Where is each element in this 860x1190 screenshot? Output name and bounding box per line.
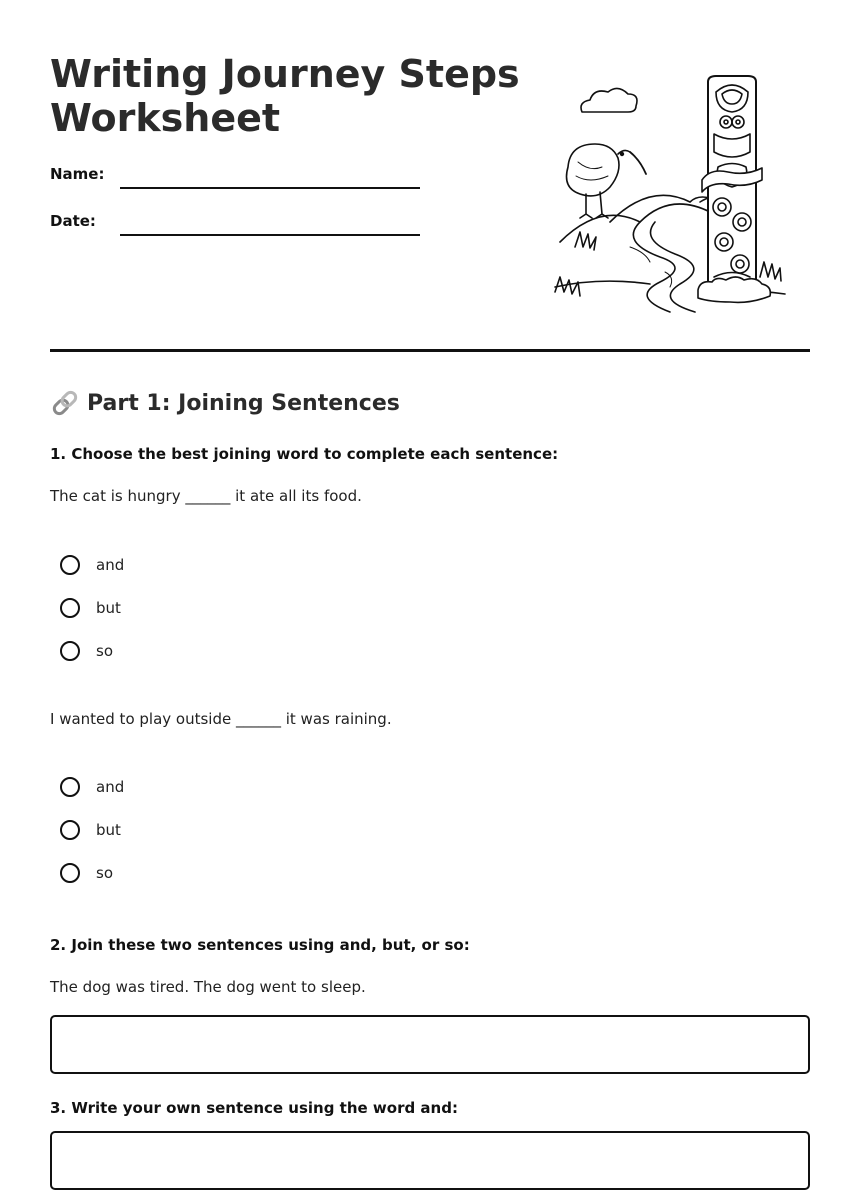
cloud-icon bbox=[581, 88, 637, 112]
pou-carving-icon bbox=[702, 76, 762, 287]
option-label: but bbox=[96, 821, 121, 839]
worksheet-title: Writing Journey Steps Worksheet bbox=[50, 52, 520, 140]
radio-button[interactable] bbox=[60, 555, 80, 575]
worksheet-page bbox=[50, 0, 810, 1161]
q1b-sentence: I wanted to play outside ______ it was raining. bbox=[50, 710, 392, 728]
q3-prompt: 3. Write your own sentence using the word and: bbox=[50, 1099, 458, 1117]
header-divider bbox=[50, 349, 810, 352]
radio-button[interactable] bbox=[60, 863, 80, 883]
option-label: and bbox=[96, 778, 125, 796]
name-line[interactable] bbox=[120, 187, 420, 189]
date-line[interactable] bbox=[120, 234, 420, 236]
radio-button[interactable] bbox=[60, 777, 80, 797]
q1a-option-so[interactable] bbox=[60, 641, 113, 661]
q1a-option-but[interactable] bbox=[60, 598, 121, 618]
name-label: Name: bbox=[50, 165, 105, 183]
kiwi-icon bbox=[567, 144, 620, 196]
option-label: so bbox=[96, 642, 113, 660]
radio-button[interactable] bbox=[60, 598, 80, 618]
q1b-option-and[interactable] bbox=[60, 777, 124, 797]
link-icon bbox=[50, 388, 80, 418]
q1-prompt: 1. Choose the best joining word to complete each sentence: bbox=[50, 445, 559, 463]
q2-sentence: The dog was tired. The dog went to sleep. bbox=[50, 978, 366, 996]
option-label: but bbox=[96, 599, 121, 617]
radio-button[interactable] bbox=[60, 820, 80, 840]
option-label: and bbox=[96, 556, 125, 574]
q1a-sentence: The cat is hungry ______ it ate all its food. bbox=[50, 487, 362, 505]
q1b-option-so[interactable] bbox=[60, 863, 113, 883]
q2-prompt: 2. Join these two sentences using and, but, or so: bbox=[50, 936, 470, 954]
kiwi-pou-illustration bbox=[550, 72, 790, 317]
radio-button[interactable] bbox=[60, 641, 80, 661]
option-label: so bbox=[96, 864, 113, 882]
q1a-option-and[interactable] bbox=[60, 555, 124, 575]
q1b-option-but[interactable] bbox=[60, 820, 121, 840]
q2-answer-box[interactable] bbox=[50, 1015, 810, 1074]
date-label: Date: bbox=[50, 212, 96, 230]
part1-heading-text: Part 1: Joining Sentences bbox=[87, 390, 400, 416]
part1-heading bbox=[50, 388, 400, 418]
